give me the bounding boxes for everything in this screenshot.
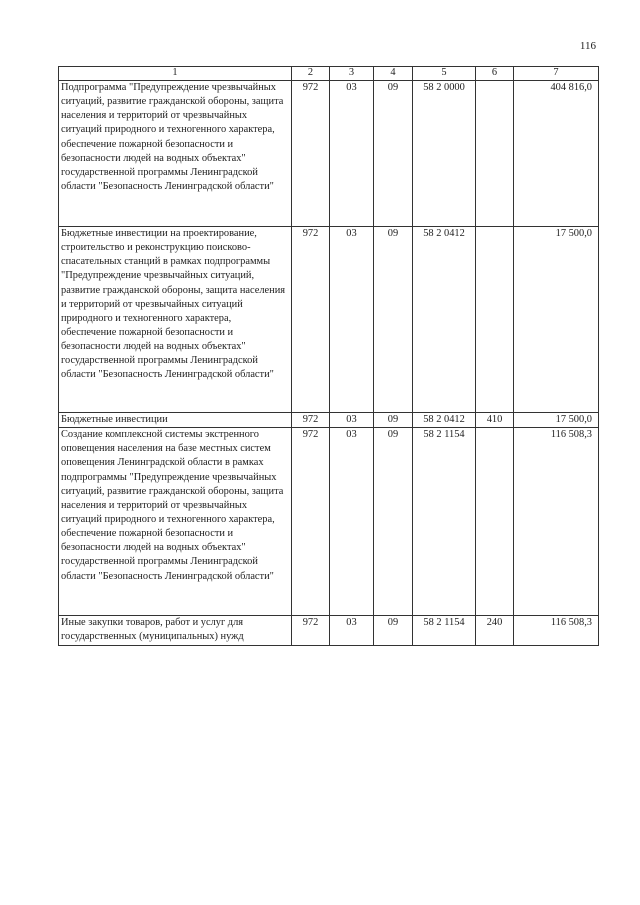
row-col-7: 116 508,3 — [514, 616, 599, 646]
row-col-2: 972 — [292, 413, 330, 428]
row-col-5: 58 2 0000 — [413, 81, 476, 227]
header-col-2: 2 — [292, 67, 330, 81]
table-row — [59, 616, 599, 646]
header-col-4: 4 — [374, 67, 413, 81]
row-col-3: 03 — [330, 413, 374, 428]
header-col-3: 3 — [330, 67, 374, 81]
row-col-3: 03 — [330, 616, 374, 646]
header-col-7: 7 — [514, 67, 599, 81]
row-col-2: 972 — [292, 81, 330, 227]
row-col-6: 240 — [476, 616, 514, 646]
row-col-5: 58 2 0412 — [413, 227, 476, 413]
budget-table — [58, 66, 599, 646]
row-col-4: 09 — [374, 413, 413, 428]
row-col-5: 58 2 1154 — [413, 428, 476, 616]
row-col-2: 972 — [292, 227, 330, 413]
row-col-7: 116 508,3 — [514, 428, 599, 616]
page-number: 116 — [579, 40, 596, 52]
row-col-5: 58 2 1154 — [413, 616, 476, 646]
table-row — [59, 81, 599, 227]
row-col-4: 09 — [374, 428, 413, 616]
row-col-6 — [476, 81, 514, 227]
table-row — [59, 227, 599, 413]
row-name: Бюджетные инвестиции — [59, 413, 292, 428]
row-col-3: 03 — [330, 428, 374, 616]
row-col-7: 17 500,0 — [514, 413, 599, 428]
header-row — [59, 67, 599, 81]
header-col-6: 6 — [476, 67, 514, 81]
row-col-3: 03 — [330, 81, 374, 227]
row-name: Подпрограмма "Предупреждение чрезвычайных ситуаций, развитие гражданской обороны, защита населения и территорий от чрезвычайных ситуаций природного и техногенного характера, обеспечение пожарной безопасности и безопасности людей на водных объектах" государственной программы Ленинградской области "Безопасность Ленинградской области" — [59, 81, 292, 227]
row-col-3: 03 — [330, 227, 374, 413]
table-row — [59, 428, 599, 616]
row-col-2: 972 — [292, 616, 330, 646]
row-name: Иные закупки товаров, работ и услуг для государственных (муниципальных) нужд — [59, 616, 292, 646]
row-col-7: 404 816,0 — [514, 81, 599, 227]
row-name: Создание комплексной системы экстренного оповещения населения на базе местных систем оповещения Ленинградской области в рамках подпрограммы "Предупреждение чрезвычайных ситуаций, развитие гражданской обороны, защита населения и территорий от чрезвычайных ситуаций природного и техногенного характера, обеспечение пожарной безопасности и безопасности людей на водных объектах" государственной программы Ленинградской области "Безопасность Ленинградской области" — [59, 428, 292, 616]
header-col-5: 5 — [413, 67, 476, 81]
row-col-5: 58 2 0412 — [413, 413, 476, 428]
table-row — [59, 413, 599, 428]
row-col-6 — [476, 428, 514, 616]
header-col-1: 1 — [59, 67, 292, 81]
row-col-2: 972 — [292, 428, 330, 616]
row-name: Бюджетные инвестиции на проектирование, строительство и реконструкцию поисково-спасательных станций в рамках подпрограммы "Предупреждение чрезвычайных ситуаций, развитие гражданской обороны, защита населения и территорий от чрезвычайных ситуаций природного и техногенного характера, обеспечение пожарной безопасности и безопасности людей на водных объектах" государственной программы Ленинградской области "Безопасность Ленинградской области" — [59, 227, 292, 413]
row-col-6 — [476, 227, 514, 413]
row-col-7: 17 500,0 — [514, 227, 599, 413]
row-col-4: 09 — [374, 227, 413, 413]
row-col-4: 09 — [374, 616, 413, 646]
row-col-4: 09 — [374, 81, 413, 227]
row-col-6: 410 — [476, 413, 514, 428]
